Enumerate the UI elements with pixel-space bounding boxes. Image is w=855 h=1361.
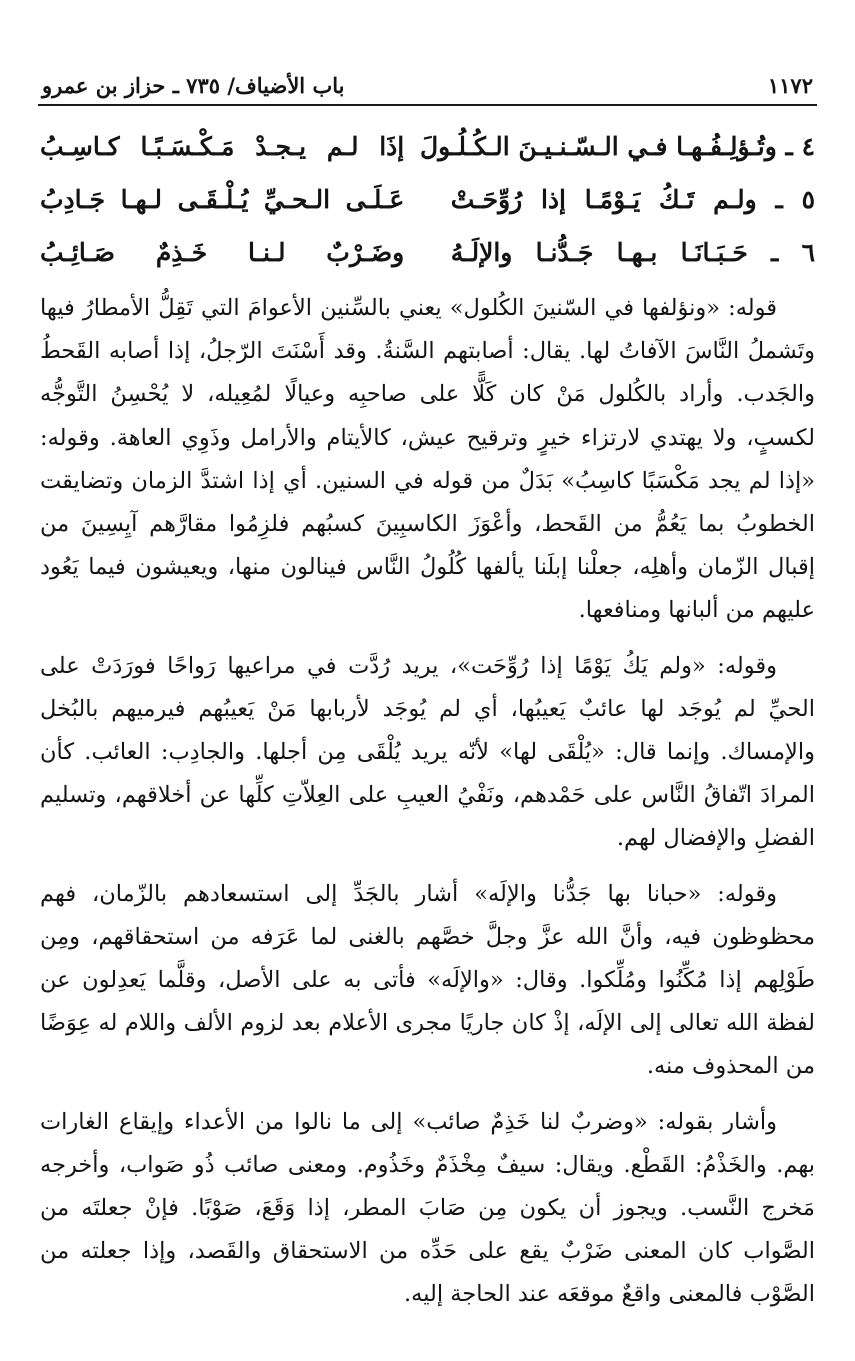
verse-first-hemistich: ٦ ـ حَـبَـانَـا بـهـا جَـدُّنـا والإلَـهُ: [450, 238, 815, 267]
poem-verses: [38, 120, 817, 279]
verse-line: [38, 120, 817, 173]
commentary-paragraph: قوله: «ونؤلفها في السّنينَ الكُلول» يعني بالسِّنين الأعوامَ التي تَقِلُّ الأمطارُ فيها وتَشملُ النَّاسَ الآفاتُ لها. يقال: أصابتهم السَّنةُ. وقد أَسْنَتَ الرّجلُ، إذا أصابه القَحطُ والجَدب. وأراد بالكُلول مَنْ كان كَلًّا على صاحبِه وعيالًا لمُعِيله، لا يُحْسِنُ التَّوجُّه لكسبٍ، ولا يهتدي لارتزاء خيرٍ وترقيح عيش، كالأيتام والأرامل وذَوِي العاهة. وقوله: «إذا لم يجد مَكْسَبًا كاسِبُ» بَدَلٌ من قوله في السنين. أي إذا اشتدَّ الزمان وتضايقت الخطوبُ بما يَعُمُّ من القَحط، وأعْوَزَ الكاسبِينَ كسبُهم فلزِمُوا مقارَّهم آيِسِينَ من إقبال الزّمان وأهلِه، جعلْنا إبلَنا يألفها كُلُولُ النَّاس فينالون منها، ويعيشون فيما يَعُود عليهم من ألبانها ومنافعها.: [40, 295, 815, 624]
verse-second-hemistich: وضَـرْبٌ لـنـا خَـذِمٌ صَـائِـبُ: [40, 238, 405, 267]
page-number: ١١٧٢: [767, 73, 813, 98]
header-divider: [38, 104, 817, 106]
commentary-paragraph: وأشار بقوله: «وضربٌ لنا خَذِمٌ صائب» إلى ما نالوا من الأعداء وإيقاع الغارات بهم. والخَذْمُ: القَطْع. ويقال: سيفٌ مِخْذَمٌ وخَذُوم. ومعنى صائب ذُو صَواب، وأخرجه مَخرج النَّسب. ويجوز أن يكون مِن صَابَ المطر، إذا وَقَعَ، صَوْبًا. فإنْ جعلتَه من الصَّواب كان المعنى ضَرْبٌ يقع على حَدِّه من الاستحقاق والقَصد، وإذا جعلته من الصَّوْب فالمعنى واقعٌ موقعَه عند الحاجة إليه.: [40, 1108, 815, 1308]
commentary-paragraph: وقوله: «ولم يَكُ يَوْمًا إذا رُوِّحَت»، يريد رُدَّت في مراعيها رَواحًا فورَدَتْ على الحيِّ لم يُوجَد لها عائبٌ يَعيبُها، أي لم يُوجَد لأربابها مَنْ يَعيبُهم فيرميهم بالبُخل والإمساك. وإنما قال: «يُلْقَى لها» لأنّه يريد يُلْقَى مِن أجلها. والجادِب: العائب. كأن المرادَ اتّفاقُ النَّاس على حَمْدهم، ونَفْيُ العيبِ على العِلاّتِ كلِّها عن أخلاقهم، وتسليم الفضلِ والإفضال لهم.: [40, 652, 815, 852]
verse-first-hemistich: ٥ ـ ولـم تَـكُ يَـوْمًـا إذا رُوِّحَـتْ: [450, 185, 815, 214]
commentary-paragraph: وقوله: «حبانا بها جَدُّنا والإلَه» أشار بالجَدِّ إلى استسعادهم بالزّمان، فهم محظوظون فيه، وأنَّ الله عزَّ وجلَّ خصَّهم بالغنى لما عَرَفه من استحقاقهم، ومِن طَوْلِهم إذا مُكِّنُوا ومُلِّكوا. وقال: «والإلَه» فأتى به على الأصل، وقلَّما يَعدِلون عن لفظة الله تعالى إلى الإلَه، إذْ كان جاريًا مجرى الأعلام بعد لزوم الألف واللام له عِوَضًا من المحذوف منه.: [40, 880, 815, 1080]
verse-second-hemistich: عَـلَـى الـحـيِّ يُـلْـقَـى لـهـا جَـادِبُ: [40, 185, 405, 214]
verse-line: [38, 226, 817, 279]
verse-second-hemistich: إذَا لـم يـجـدْ مَـكْـسَـبًـا كـاسِـبُ: [40, 132, 405, 161]
running-header: [38, 72, 817, 104]
chapter-title: باب الأضياف/ ٧٣٥ ـ حزاز بن عمرو: [42, 73, 345, 98]
verse-line: [38, 173, 817, 226]
book-page: [38, 72, 817, 1329]
verse-first-hemistich: ٤ ـ وتُـؤلِـفُـهـا فـي الـسّـنـيـنَ الـكُـلُـولَ: [419, 132, 815, 161]
